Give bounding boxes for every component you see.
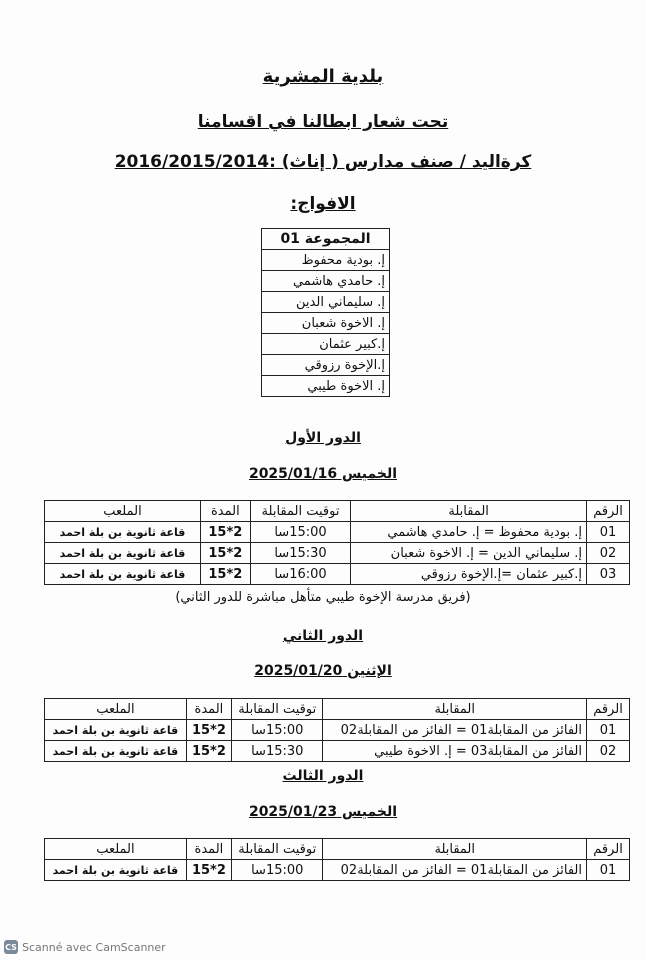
table-row: 02 الفائز من المقابلة03 = إ. الاخوة طيبي 15:30سا 2*15 قاعة ثانوية بن بلة احمد <box>45 741 630 762</box>
col-duration: المدة <box>186 699 231 720</box>
group-team: إ. الاخوة شعبان <box>262 313 390 334</box>
round1-date: الخميس 2025/01/16 <box>248 466 398 482</box>
col-venue: الملعب <box>45 501 201 522</box>
round3-schedule-table <box>44 838 630 881</box>
round3-date: الخميس 2025/01/23 <box>248 804 398 820</box>
municipality-title: بلدية المشرية <box>262 66 384 87</box>
group-table <box>261 228 390 397</box>
camscanner-text: Scanné avec CamScanner <box>22 940 166 954</box>
col-time: توقيت المقابلة <box>250 501 351 522</box>
table-row: 01 إ. بودية محفوظ = إ. حامدي هاشمي 15:00سا 2*15 قاعة ثانوية بن بلة احمد <box>45 522 630 543</box>
round1-schedule-table <box>44 500 630 585</box>
table-row: 03 إ.كبير عثمان =إ.الإخوة رزوقي 16:00سا 2*15 قاعة ثانوية بن بلة احمد <box>45 564 630 585</box>
round2-schedule-table <box>44 698 630 762</box>
group-title: المجموعة 01 <box>262 229 390 250</box>
table-row: 01 الفائز من المقابلة01 = الفائز من المقابلة02 15:00سا 2*15 قاعة ثانوية بن بلة احمد <box>45 720 630 741</box>
col-match: المقابلة <box>323 839 587 860</box>
col-num: الرقم <box>587 699 630 720</box>
col-venue: الملعب <box>45 699 187 720</box>
camscanner-icon: CS <box>4 940 18 954</box>
col-match: المقابلة <box>323 699 587 720</box>
round3-title: الدور الثالث <box>282 768 364 784</box>
round1-title: الدور الأول <box>285 430 361 446</box>
col-num: الرقم <box>587 839 630 860</box>
group-team: إ. حامدي هاشمي <box>262 271 390 292</box>
col-venue: الملعب <box>45 839 187 860</box>
col-duration: المدة <box>200 501 250 522</box>
round2-title: الدور الثاني <box>282 628 364 644</box>
col-num: الرقم <box>587 501 630 522</box>
group-team: إ.الإخوة رزوقي <box>262 355 390 376</box>
round2-date: الإثنين 2025/01/20 <box>254 663 392 679</box>
col-time: توقيت المقابلة <box>232 699 323 720</box>
category-title: كرةاليد / صنف مدارس ( إناث) :2016/2015/2014 <box>114 152 532 172</box>
camscanner-watermark <box>4 940 166 954</box>
col-time: توقيت المقابلة <box>232 839 323 860</box>
table-row: 02 إ. سليماني الدين = إ. الاخوة شعبان 15:30سا 2*15 قاعة ثانوية بن بلة احمد <box>45 543 630 564</box>
table-row: 01 الفائز من المقابلة01 = الفائز من المقابلة02 15:00سا 2*15 قاعة ثانوية بن بلة احمد <box>45 860 630 881</box>
slogan: تحت شعار ابطالنا في اقسامنا <box>197 112 449 132</box>
group-team: إ. سليماني الدين <box>262 292 390 313</box>
group-team: إ. بودية محفوظ <box>262 250 390 271</box>
col-duration: المدة <box>186 839 231 860</box>
group-team: إ.كبير عثمان <box>262 334 390 355</box>
col-match: المقابلة <box>351 501 587 522</box>
group-team: إ. الاخوة طيبي <box>262 376 390 397</box>
round1-note: (فريق مدرسة الإخوة طيبي متأهل مباشرة للدور الثاني) <box>175 590 471 605</box>
groups-title: الافواج: <box>290 194 356 214</box>
